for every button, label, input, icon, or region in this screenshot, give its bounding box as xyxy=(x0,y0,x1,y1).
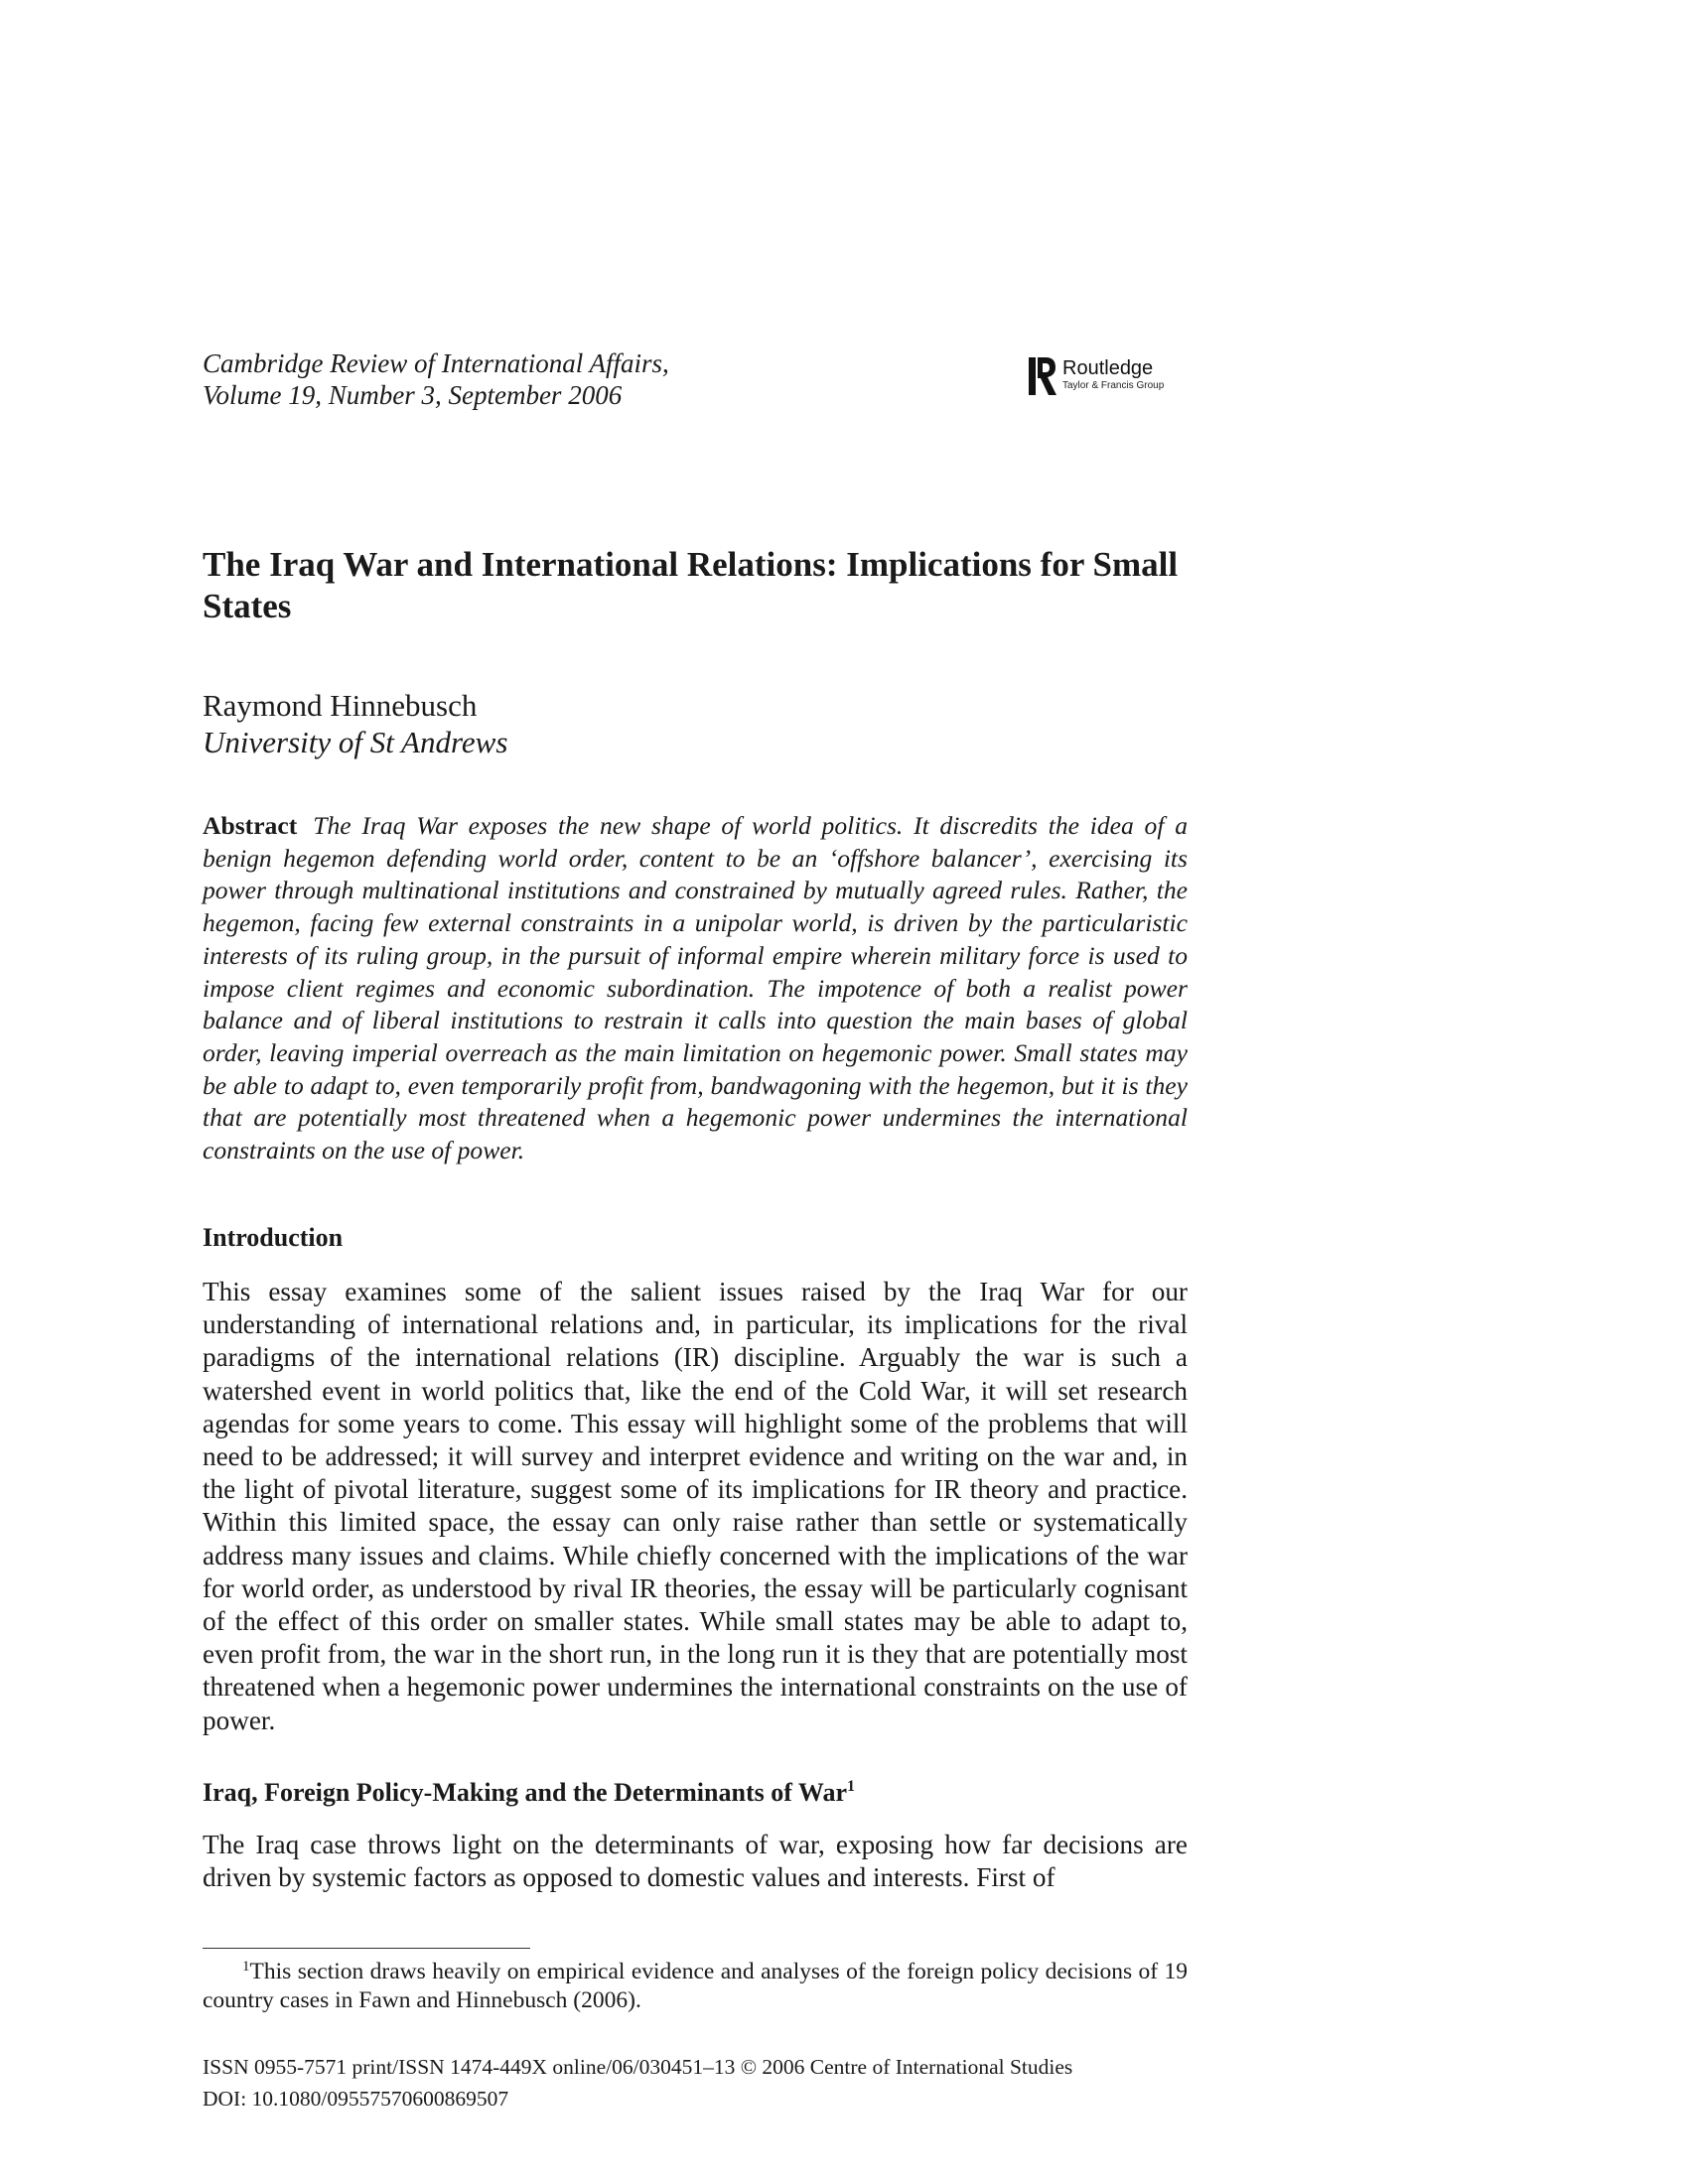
publisher-logo xyxy=(1029,353,1188,399)
author-affiliation: University of St Andrews xyxy=(203,725,508,759)
routledge-logo-icon xyxy=(1029,353,1058,399)
abstract xyxy=(203,810,1188,1167)
paper-page xyxy=(203,0,1188,2184)
section-heading-introduction: Introduction xyxy=(203,1223,344,1252)
journal-name: Cambridge Review of International Affairs, xyxy=(203,348,669,378)
author-name: Raymond Hinnebusch xyxy=(203,688,478,723)
footnote-marker: 1 xyxy=(242,1959,250,1975)
journal-volume: Volume 19, Number 3, September 2006 xyxy=(203,380,623,410)
abstract-text: The Iraq War exposes the new shape of world politics. It discredits the idea of a benign hegemon defending world order, content to be an ‘offshore balancer’, exercising its power through multinational institutions and constrained by mutually agreed rules. Rather, the hegemon, facing few external constraints in a unipolar world, is driven by the particularistic interests of its ruling group, in the pursuit of informal empire wherein military force is used to impose client regimes and economic subordination. The impotence of both a realist power balance and of liberal institutions to restrain it calls into question the main bases of global order, leaving imperial overreach as the main limitation on hegemonic power. Small states may be able to adapt to, even temporarily profit from, bandwagoning with the hegemon, but it is they that are potentially most threatened when a hegemonic power undermines the international constraints on the use of power. xyxy=(203,811,1188,1165)
section-heading-iraq-text: Iraq, Foreign Policy-Making and the Determinants of War xyxy=(203,1778,848,1807)
footnote-divider xyxy=(203,1948,530,1949)
issn-line: ISSN 0955-7571 print/ISSN 1474-449X online/06/030451–13 © 2006 Centre of International Studies xyxy=(203,2055,1073,2079)
introduction-paragraph: This essay examines some of the salient issues raised by the Iraq War for our understanding of international relations and, in particular, its implications for the rival paradigms of the international relations (IR) discipline. Arguably the war is such a watershed event in world politics that, like the end of the Cold War, it will set research agendas for some years to come. This essay will highlight some of the problems that will need to be addressed; it will survey and interpret evidence and writing on the war and, in the light of pivotal literature, suggest some of its implications for IR theory and practice. Within this limited space, the essay can only raise rather than settle or systematically address many issues and claims. While chiefly concerned with the implications of the war for world order, as understood by rival IR theories, the essay will be particularly cognisant of the effect of this order on smaller states. While small states may be able to adapt to, even profit from, the war in the short run, in the long run it is they that are potentially most threatened when a hegemonic power undermines the international constraints on the use of power. xyxy=(203,1277,1188,1735)
copyright-footer xyxy=(203,2051,1188,2115)
footnote-text: This section draws heavily on empirical evidence and analyses of the foreign policy decisions of 19 country cases in Fawn and Hinnebusch (2006). xyxy=(203,1959,1188,2013)
footnote-reference[interactable]: 1 xyxy=(847,1778,856,1795)
journal-header xyxy=(203,347,1188,427)
publisher-subtitle: Taylor & Francis Group xyxy=(1062,380,1165,391)
abstract-label: Abstract xyxy=(203,811,298,840)
article-title: The Iraq War and International Relations: Implications for Small States xyxy=(203,545,1179,625)
section-heading-iraq xyxy=(203,1777,1188,1809)
publisher-name: Routledge xyxy=(1062,357,1154,379)
footnote xyxy=(203,1958,1188,2015)
doi-line[interactable]: DOI: 10.1080/09557570600869507 xyxy=(203,2087,509,2111)
iraq-paragraph: The Iraq case throws light on the determinants of war, exposing how far decisions are driven by systemic factors as opposed to domestic values and interests. First of xyxy=(203,1830,1188,1893)
